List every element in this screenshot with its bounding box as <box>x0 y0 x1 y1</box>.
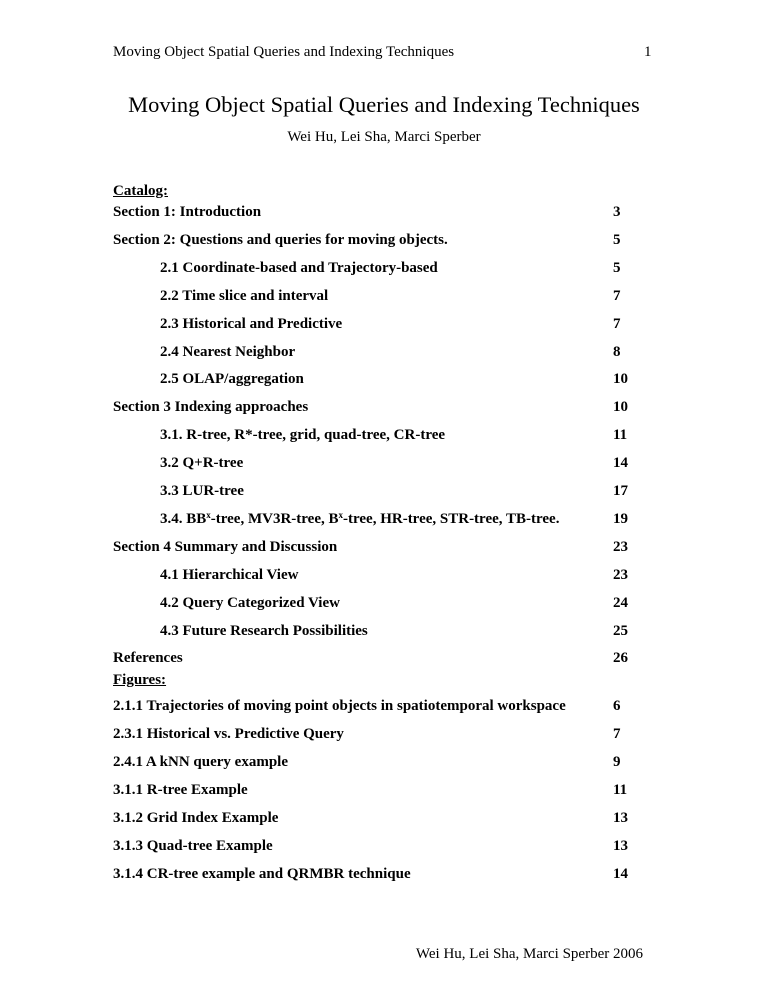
catalog-entry-label: References <box>113 650 183 667</box>
figure-entry <box>0 754 768 774</box>
document-authors: Wei Hu, Lei Sha, Marci Sperber <box>287 129 481 145</box>
catalog-entry-label: 2.3 Historical and Predictive <box>160 315 343 332</box>
figure-entry <box>0 810 768 830</box>
catalog-entry-page: 5 <box>613 231 621 248</box>
figure-entry-label: 2.1.1 Trajectories of moving point objects in spatiotemporal workspace <box>113 698 566 714</box>
catalog-entry <box>0 204 768 224</box>
figure-entry-page: 13 <box>613 810 628 826</box>
figure-entry-label: 2.4.1 A kNN query example <box>113 754 289 770</box>
catalog-entry <box>0 511 768 531</box>
figure-entry-page: 14 <box>613 866 628 882</box>
catalog-entry-page: 23 <box>613 538 628 555</box>
figure-entry-page: 7 <box>613 726 621 742</box>
figure-entry-page: 6 <box>613 698 621 714</box>
catalog-entry <box>0 623 768 643</box>
catalog-entry <box>0 567 768 587</box>
figure-entry-label: 2.3.1 Historical vs. Predictive Query <box>113 726 344 742</box>
document-title: Moving Object Spatial Queries and Indexing Techniques <box>128 92 640 117</box>
catalog-entry <box>0 344 768 364</box>
running-header: Moving Object Spatial Queries and Indexing Techniques <box>113 44 455 60</box>
catalog-entry-label: 2.4 Nearest Neighbor <box>160 343 296 360</box>
catalog-entry-label: Section 4 Summary and Discussion <box>113 538 338 555</box>
catalog-entry-page: 25 <box>613 622 628 639</box>
catalog-entry-page: 26 <box>613 650 628 667</box>
catalog-entry-label: 2.1 Coordinate-based and Trajectory-based <box>160 259 438 276</box>
figure-entry-label: 3.1.4 CR-tree example and QRMBR technique <box>113 866 411 882</box>
catalog-entry-label: 3.2 Q+R-tree <box>160 455 244 472</box>
catalog-entry-page: 3 <box>613 204 621 220</box>
catalog-entry <box>0 483 768 503</box>
catalog-entry <box>0 371 768 391</box>
catalog-entry-label: 4.2 Query Categorized View <box>160 594 340 611</box>
catalog-entry <box>0 399 768 419</box>
figure-entry-page: 11 <box>613 782 628 798</box>
figure-entry-page: 13 <box>613 838 628 854</box>
catalog-entry <box>0 232 768 252</box>
figure-entry <box>0 698 768 718</box>
catalog-entry-page: 7 <box>613 315 621 332</box>
catalog-entry-page: 7 <box>613 287 621 304</box>
figures-heading: Figures: <box>113 672 167 688</box>
figure-entry <box>0 838 768 858</box>
catalog-entry-label: 3.1. R-tree, R*-tree, grid, quad-tree, CR-tree <box>160 427 446 444</box>
figure-entry <box>0 726 768 746</box>
figure-entry <box>0 866 768 886</box>
figure-entry-page: 9 <box>613 754 621 770</box>
catalog-entry-page: 14 <box>613 455 628 472</box>
catalog-entry-label: 2.2 Time slice and interval <box>160 287 329 304</box>
catalog-entry-page: 23 <box>613 566 628 583</box>
page-number: 1 <box>644 44 652 60</box>
catalog-entry-page: 24 <box>613 594 628 611</box>
page-footer: Wei Hu, Lei Sha, Marci Sperber 2006 <box>415 946 643 962</box>
catalog-entry-label: 3.3 LUR-tree <box>160 483 244 499</box>
catalog-entry-label: 2.5 OLAP/aggregation <box>160 371 304 388</box>
catalog-entry-label: Section 1: Introduction <box>113 204 262 220</box>
catalog-entry <box>0 288 768 308</box>
catalog-entry <box>0 595 768 615</box>
catalog-entry-label: 4.1 Hierarchical View <box>160 566 299 583</box>
catalog-entry-label: 3.4. $BB^x$-tree, MV3R-tree, $B^x$-tree, HR-tree, STR-tree, TB-tree. <box>160 509 560 527</box>
catalog-entry <box>0 316 768 336</box>
figure-entry-label: 3.1.3 Quad-tree Example <box>113 838 273 854</box>
catalog-entry <box>0 539 768 559</box>
catalog-entry-page: 10 <box>613 371 628 388</box>
figure-entry-label: 3.1.1 R-tree Example <box>113 782 248 798</box>
catalog-entry <box>0 260 768 280</box>
figure-entry-label: 3.1.2 Grid Index Example <box>113 810 279 826</box>
catalog-entry-page: 10 <box>613 399 628 416</box>
catalog-heading: Catalog: <box>113 183 168 199</box>
catalog-entry-page: 11 <box>613 427 628 444</box>
catalog-entry-page: 8 <box>613 343 621 360</box>
catalog-entry-page: 19 <box>613 510 628 527</box>
catalog-entry <box>0 650 768 670</box>
catalog-entry <box>0 427 768 447</box>
catalog-entry-label: Section 3 Indexing approaches <box>113 399 309 416</box>
catalog-entry-label: Section 2: Questions and queries for moving objects. <box>113 231 448 248</box>
catalog-entry-page: 5 <box>613 259 621 276</box>
catalog-entry-label: 4.3 Future Research Possibilities <box>160 622 368 639</box>
figure-entry <box>0 782 768 802</box>
catalog-entry-page: 17 <box>613 483 628 499</box>
catalog-entry <box>0 455 768 475</box>
